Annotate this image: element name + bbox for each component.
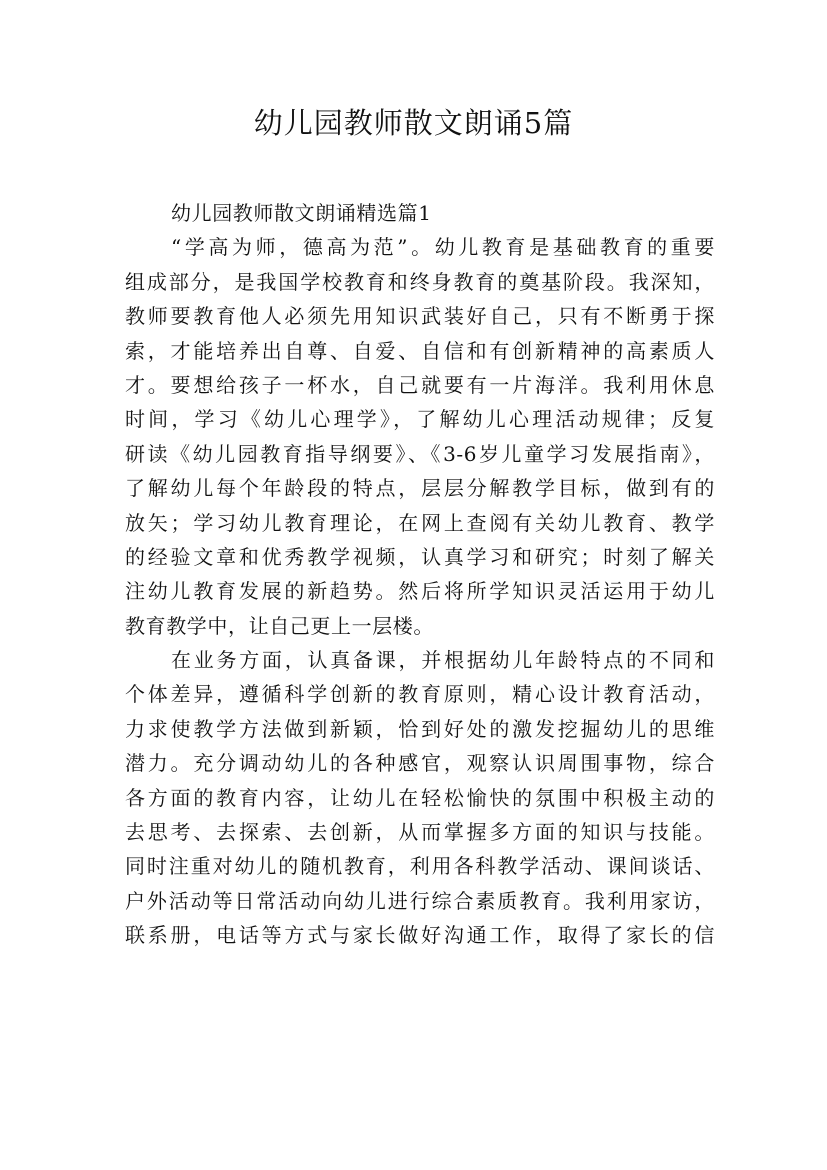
- text-line: 了解幼儿每个年龄段的特点，层层分解教学目标，做到有的: [125, 476, 715, 501]
- text-line: 户外活动等日常活动向幼儿进行综合素质教育。我利用家访，: [125, 888, 715, 913]
- text-line: 研读《幼儿园教育指导纲要》、《3-6岁儿童学习发展指南》，: [125, 441, 715, 466]
- text-line: 同时注重对幼儿的随机教育，利用各科教学活动、课间谈话、: [125, 854, 715, 879]
- text-line: 潜力。充分调动幼儿的各种感官，观察认识周围事物，综合: [125, 751, 715, 776]
- text-line: 索，才能培养出自尊、自爱、自信和有创新精神的高素质人: [125, 338, 715, 363]
- text-line: 个体差异，遵循科学创新的教育原则，精心设计教育活动，: [125, 682, 715, 707]
- text-line: “学高为师，德高为范”。幼儿教育是基础教育的重要: [171, 235, 715, 260]
- text-line: 在业务方面，认真备课，并根据幼儿年龄特点的不同和: [171, 648, 715, 673]
- text-line: 幼儿园教师散文朗诵精选篇1: [171, 201, 432, 225]
- text-line: 力求使教学方法做到新颖，恰到好处的激发挖掘幼儿的思维: [125, 716, 715, 741]
- text-line: 的经验文章和优秀教学视频，认真学习和研究；时刻了解关: [125, 544, 715, 569]
- text-line: 各方面的教育内容，让幼儿在轻松愉快的氛围中积极主动的: [125, 785, 715, 810]
- text-line: 注幼儿教育发展的新趋势。然后将所学知识灵活运用于幼儿: [125, 579, 715, 604]
- text-line: 放矢；学习幼儿教育理论，在网上查阅有关幼儿教育、教学: [125, 510, 715, 535]
- text-line: 联系册，电话等方式与家长做好沟通工作，取得了家长的信: [125, 923, 715, 948]
- text-line: 去思考、去探索、去创新，从而掌握多方面的知识与技能。: [125, 820, 715, 845]
- text-line: 组成部分，是我国学校教育和终身教育的奠基阶段。我深知，: [125, 269, 715, 294]
- document-title: 幼儿园教师散文朗诵5篇: [253, 106, 574, 140]
- text-line: 教育教学中，让自己更上一层楼。: [125, 613, 434, 638]
- text-line: 时间，学习《幼儿心理学》，了解幼儿心理活动规律；反复: [125, 407, 715, 432]
- text-line: 才。要想给孩子一杯水，自己就要有一片海洋。我利用休息: [125, 372, 715, 397]
- text-line: 教师要教育他人必须先用知识武装好自己，只有不断勇于探: [125, 304, 715, 329]
- document-body: [125, 196, 715, 953]
